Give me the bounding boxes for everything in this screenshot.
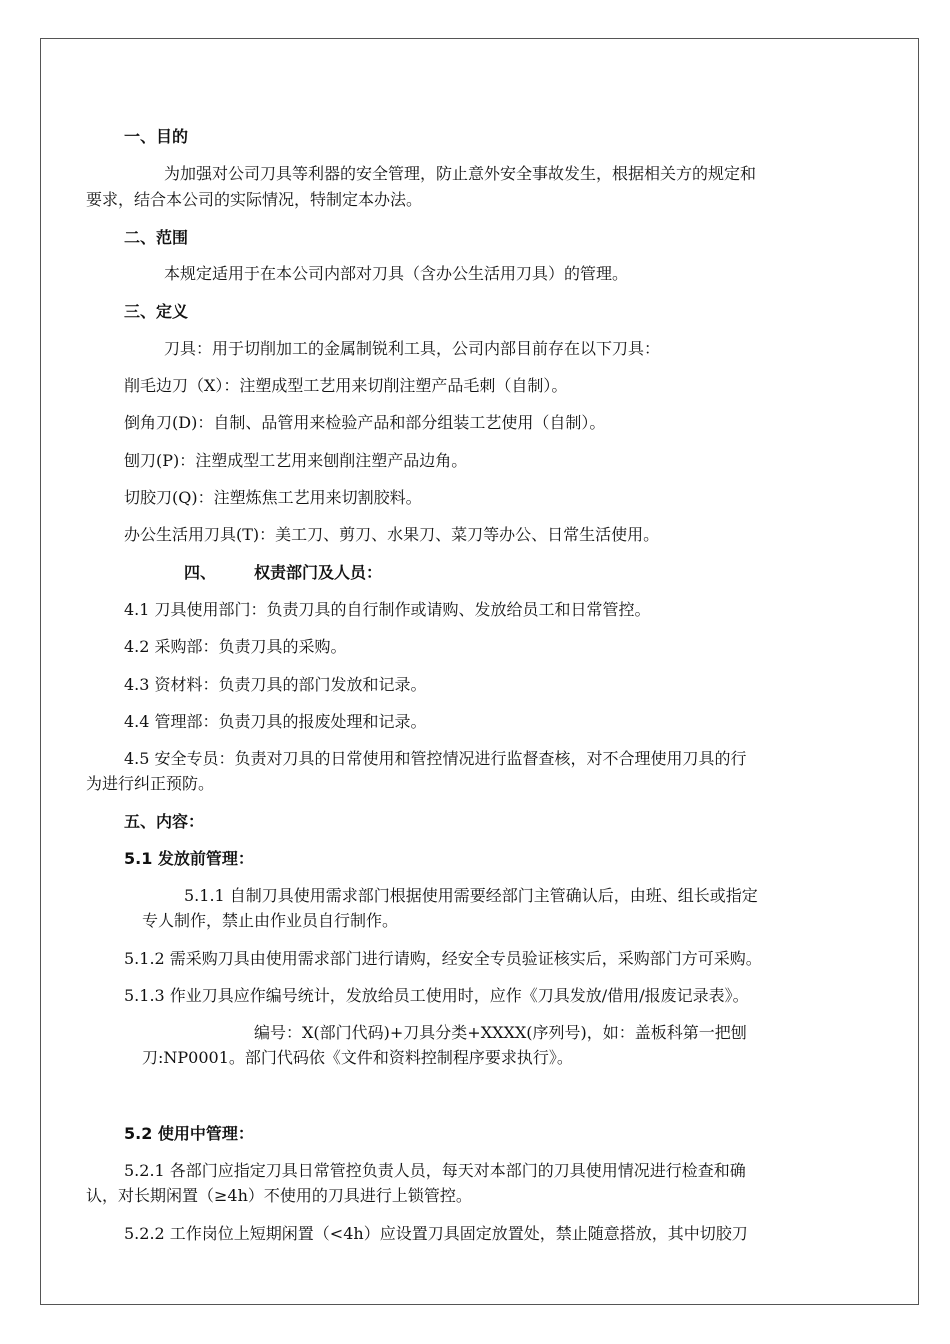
section-2-paragraph: 本规定适用于在本公司内部对刀具（含办公生活用刀具）的管理。 <box>164 264 629 283</box>
definition-item: 刨刀(P)：注塑成型工艺用来刨削注塑产品边角。 <box>124 451 468 470</box>
responsibility-item: 4.2 采购部：负责刀具的采购。 <box>124 637 347 656</box>
section-5-heading: 五、内容： <box>124 812 205 831</box>
clause-5-1-1: 5.1.1 自制刀具使用需求部门根据使用需要经部门主管确认后，由班、组长或指定 <box>184 886 758 905</box>
subsection-5-2-heading: 5.2 使用中管理： <box>124 1124 254 1143</box>
definition-item: 削毛边刀（X）：注塑成型工艺用来切削注塑产品毛刺（自制）。 <box>124 376 568 395</box>
definition-item: 办公生活用刀具(T)：美工刀、剪刀、水果刀、菜刀等办公、日常生活使用。 <box>124 525 660 544</box>
clause-5-2-1: 5.2.1 各部门应指定刀具日常管控负责人员，每天对本部门的刀具使用情况进行检查和确 <box>124 1161 746 1180</box>
responsibility-item: 4.3 资材料：负责刀具的部门发放和记录。 <box>124 675 427 694</box>
subsection-5-1-heading: 5.1 发放前管理： <box>124 849 254 868</box>
clause-5-2-1: 认，对长期闲置（≥4h）不使用的刀具进行上锁管控。 <box>86 1186 472 1205</box>
clause-5-1-3: 5.1.3 作业刀具应作编号统计，发放给员工使用时，应作《刀具发放/借用/报废记录表》。 <box>124 986 749 1005</box>
clause-5-1-2: 5.1.2 需采购刀具由使用需求部门进行请购，经安全专员验证核实后，采购部门方可采购。 <box>124 949 762 968</box>
clause-5-2-2: 5.2.2 工作岗位上短期闲置（<4h）应设置刀具固定放置处，禁止随意搭放，其中切胶刀 <box>124 1224 748 1243</box>
numbering-rule: 编号：X(部门代码)+刀具分类+XXXX(序列号)，如：盖板科第一把刨 <box>254 1023 747 1042</box>
responsibility-item: 4.4 管理部：负责刀具的报废处理和记录。 <box>124 712 427 731</box>
section-1-paragraph-line: 要求，结合本公司的实际情况，特制定本办法。 <box>86 190 423 209</box>
clause-5-1-1: 专人制作，禁止由作业员自行制作。 <box>142 911 399 930</box>
responsibility-item: 为进行纠正预防。 <box>86 774 215 793</box>
section-3-heading: 三、定义 <box>124 302 189 321</box>
section-3-intro: 刀具：用于切削加工的金属制锐利工具，公司内部目前存在以下刀具： <box>164 339 661 358</box>
section-1-heading: 一、目的 <box>124 127 189 146</box>
definition-item: 切胶刀(Q)：注塑炼焦工艺用来切割胶料。 <box>124 488 422 507</box>
section-1-paragraph-line: 为加强对公司刀具等利器的安全管理，防止意外安全事故发生，根据相关方的规定和 <box>164 164 757 183</box>
responsibility-item: 4.5 安全专员：负责对刀具的日常使用和管控情况进行监督查核，对不合理使用刀具的行 <box>124 749 747 768</box>
numbering-rule: 刀:NP0001。部门代码依《文件和资料控制程序要求执行》。 <box>142 1048 573 1067</box>
section-4-heading: 权责部门及人员： <box>254 563 383 582</box>
definition-item: 倒角刀(D)：自制、品管用来检验产品和部分组装工艺使用（自制）。 <box>124 413 606 432</box>
responsibility-item: 4.1 刀具使用部门：负责刀具的自行制作或请购、发放给员工和日常管控。 <box>124 600 651 619</box>
section-2-heading: 二、范围 <box>124 228 189 247</box>
section-4-heading-number: 四、 <box>184 563 217 582</box>
